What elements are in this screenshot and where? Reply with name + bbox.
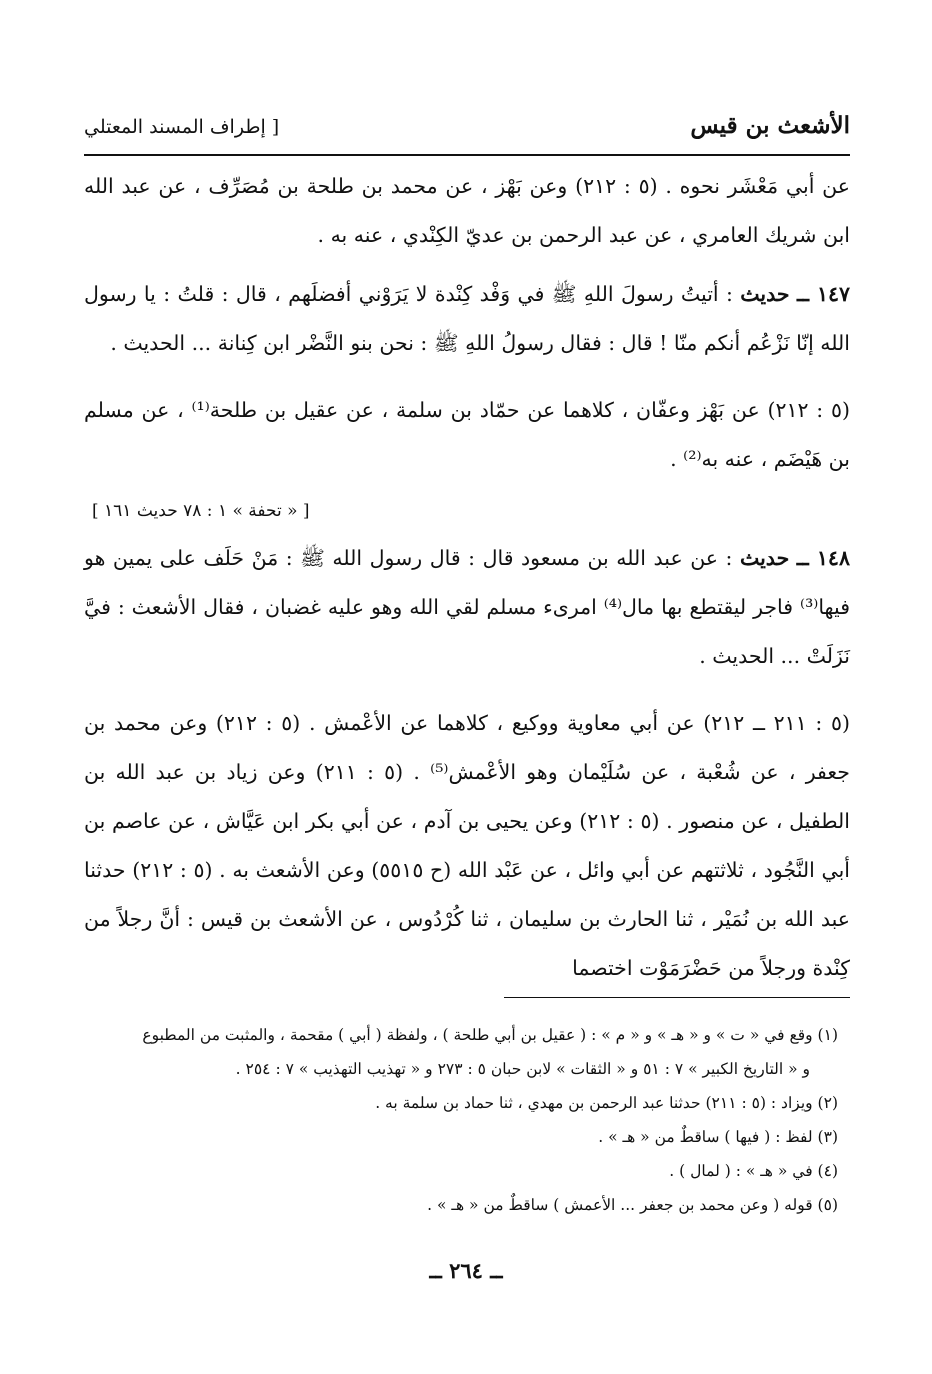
chapter-title: الأشعث بن قيس (690, 112, 850, 139)
footnote-3: (٣) لفظ : ( فيها ) ساقطٌ من « هـ » . (598, 1128, 838, 1146)
footnotes (96, 1018, 838, 1222)
paragraph-intro: عن أبي مَعْشَر نحوه . (٥ : ٢١٢) وعن بَهْز ، عن محمد بن طلحة بن مُصَرِّف ، عن عبد الله ابن شريك العامري ، عن عبد الرحمن بن عديّ الكِنْدي ، عنه به . (84, 174, 850, 247)
running-header (84, 108, 850, 156)
hadith-147 (84, 270, 850, 368)
hadith-text: : عن عبد الله بن مسعود قال : قال رسول الله ﷺ : مَنْ حَلَف على يمين هو فيها⁽³⁾ فاجر ليقتطع بها مال⁽⁴⁾ امرىء مسلم لقي الله وهو عليه غضبان ، فقال الأشعث : فيَّ نَزَلَتْ ... الحديث . (84, 546, 850, 668)
footnote-separator (504, 997, 850, 998)
footnote-1-line1: (١) وقع في « ت » و « هـ » و « م » : ( عقيل بن أبي طلحة ) ، ولفظة ( أبي ) مقحمة ، والمثبت من المطبوع (142, 1026, 838, 1044)
page-number: ــ ٢٦٤ ــ (429, 1258, 503, 1283)
footnote-2: (٢) ويزاد : (٥ : ٢١١) حدثنا عبد الرحمن بن مهدي ، ثنا حماد بن سلمة به . (375, 1094, 838, 1112)
hadith-number: ١٤٧ ــ (796, 282, 850, 306)
tuhfa-reference: [ « تحفة » ١ : ٧٨ حديث ١٦١ ] (92, 501, 310, 521)
main-text (84, 162, 850, 993)
footnote-1-line2: و « التاريخ الكبير » ٧ : ٥١ و « الثقات » لابن حبان ٥ : ٢٧٣ و « تهذيب التهذيب » ٧ : ٢٥٤ . (235, 1060, 810, 1078)
hadith-label: حديث (739, 546, 790, 570)
isnad-147: (٥ : ٢١٢) عن بَهْز وعفّان ، كلاهما عن حمّاد بن سلمة ، عن عقيل بن طلحة⁽¹⁾ ، عن مسلم بن هَيْضَم ، عنه به⁽²⁾ . (84, 398, 850, 471)
footnote-4: (٤) في « هـ » : ( لمال ) . (669, 1162, 838, 1180)
book-title: [ إطراف المسند المعتلي (84, 116, 280, 138)
hadith-text: : أتيتُ رسولَ اللهِ ﷺ في وَفْد كِنْدة لا يَرَوْني أفضلَهم ، قال : قلتُ : يا رسول الله إنّا نَزْعُم أنكم منّا ! قال : فقال رسولُ اللهِ ﷺ : نحن بنو النَّضْر ابن كِنانة ... الحديث . (84, 282, 850, 355)
hadith-label: حديث (740, 282, 790, 306)
footnote-5: (٥) قوله ( وعن محمد بن جعفر ... الأعمش ) ساقطٌ من « هـ » . (427, 1196, 838, 1214)
hadith-148 (84, 534, 850, 681)
hadith-number: ١٤٨ ــ (796, 546, 850, 570)
isnad-148: (٥ : ٢١١ ــ ٢١٢) عن أبي معاوية ووكيع ، كلاهما عن الأعْمش . (٥ : ٢١٢) وعن محمد بن جعفر ، عن شُعْبة ، عن سُلَيْمان وهو الأعْمش⁽⁵⁾ . (٥ : ٢١١) وعن زياد بن عبد الله بن الطفيل ، عن منصور . (٥ : ٢١٢) وعن يحيى بن آدم ، عن أبي بكر ابن عَيَّاش ، عن عاصم بن أبي النَّجُود ، ثلاثتهم عن أبي وائل ، عن عَبْد الله (ح ٥٥١٥) وعن الأشعث به . (٥ : ٢١٢) حدثنا عبد الله بن نُمَيْر ، ثنا الحارث بن سليمان ، ثنا كُرْدُوس ، عن الأشعث بن قيس : أنَّ رجلاً من كِنْدة ورجلاً من حَضْرَمَوْت اختصما (84, 711, 851, 980)
footnote-1 (96, 1018, 838, 1086)
